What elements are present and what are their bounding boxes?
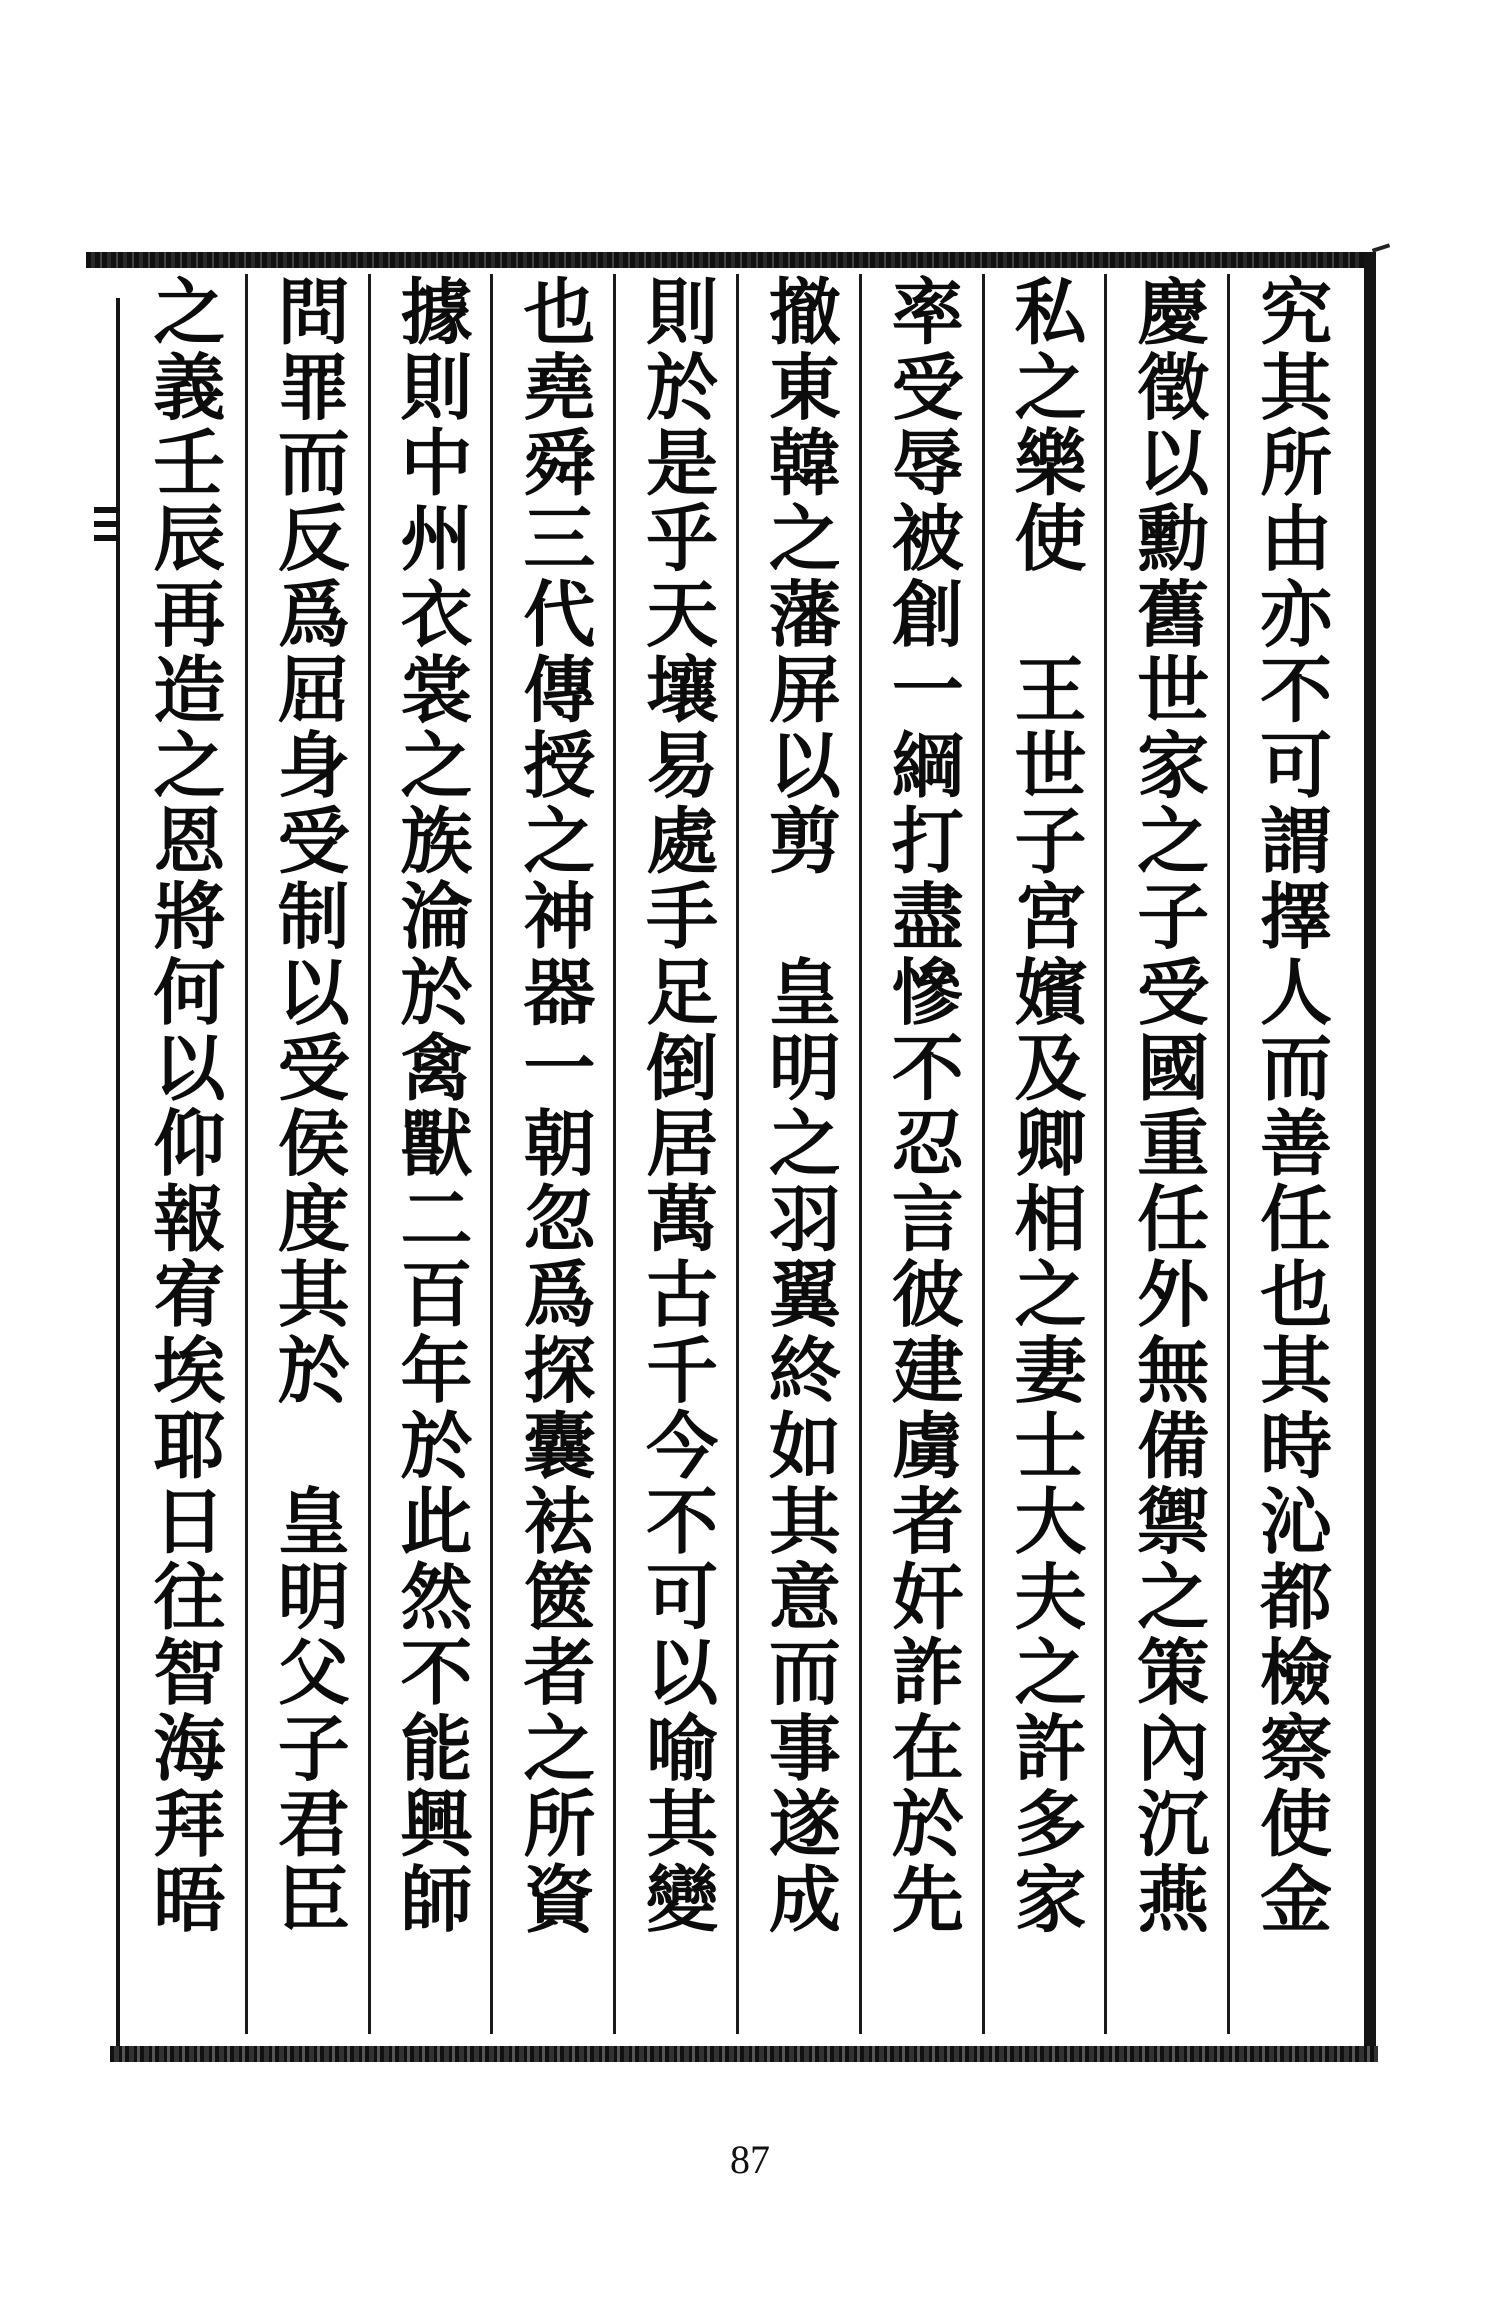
text-column-8 (368, 274, 491, 2034)
text-column-7 (490, 274, 613, 2034)
bottom-border-rule (110, 2046, 1378, 2062)
column-text: 究其所由亦不可謂擇人而善任也其時沁都檢察使金 (1248, 274, 1334, 1938)
text-column-10 (122, 274, 245, 2034)
column-text: 據則中州衣裳之族淪於禽獸二百年於此然不能興師 (388, 274, 474, 1938)
column-text: 慶徵以勳舊世家之子受國重任外無備禦之策內沉燕 (1125, 274, 1211, 1938)
text-column-1 (1227, 274, 1350, 2034)
margin-leaf-mark (94, 507, 124, 567)
text-column-9 (245, 274, 368, 2034)
right-border-rule (1364, 252, 1376, 2062)
text-column-2 (1104, 274, 1227, 2034)
text-column-3 (982, 274, 1105, 2034)
text-column-5 (736, 274, 859, 2034)
column-text: 率受辱被創一綱打盡慘不忍言彼建虜者奸詐在於先 (879, 274, 965, 1938)
page-number: 87 (730, 2137, 770, 2182)
text-column-6 (613, 274, 736, 2034)
text-columns (122, 274, 1350, 2034)
text-column-4 (859, 274, 982, 2034)
column-text: 私之樂使 王世子宮嬪及卿相之妻士大夫之許多家 (1002, 274, 1088, 1938)
column-text: 則於是乎天壤易處手足倒居萬古千今不可以喻其變 (634, 274, 720, 1938)
column-text: 之義壬辰再造之恩將何以仰報宥埃耶日往智海拜晤 (141, 274, 227, 1938)
column-text: 問罪而反爲屈身受制以受侯度其於 皇明父子君臣 (265, 274, 351, 1938)
page-frame (86, 252, 1376, 2062)
column-text: 也堯舜三代傳授之神器一朝忽爲探囊袪篋者之所資 (511, 274, 597, 1938)
top-border-rule (86, 252, 1376, 268)
column-text: 撤東韓之藩屏以剪 皇明之羽翼終如其意而事遂成 (756, 274, 842, 1938)
